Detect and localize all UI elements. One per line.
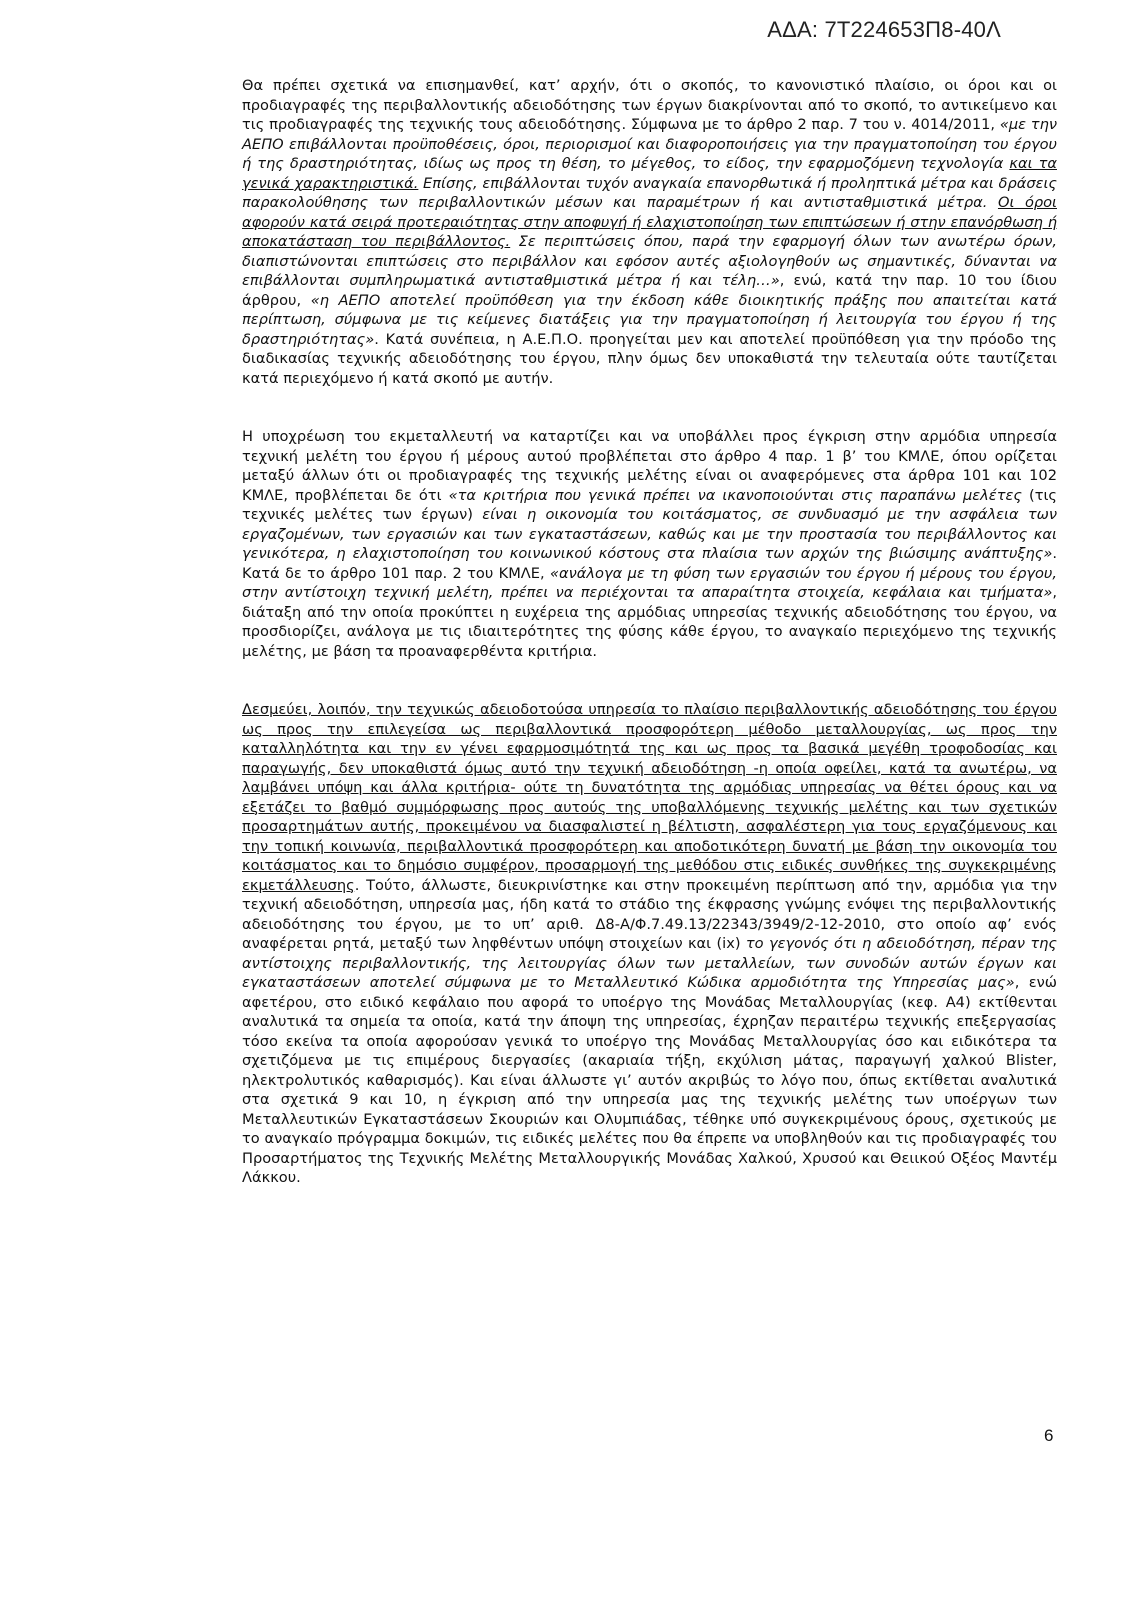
paragraph2-text-4: , διάταξη από την οποία προκύπτει η ευχέρεια της αρμόδιας υπηρεσίας τεχνικής αδειοδότησης του έργου, να προσδιορίζει, ανάλογα με τις ιδιαιτερότητες της φύσης κάθε έργου, το αναγκαίο περιεχόμενο της τεχνικής μελέτης, με βάση τα προαναφερθέντα κριτήρια.	[242, 584, 1057, 660]
paragraph2-text-3: . Κατά δε το άρθρο 101 παρ. 2 του ΚΜΛΕ,	[242, 545, 1057, 582]
paragraph1-quote-1: «με την ΑΕΠΟ επιβάλλονται προϋποθέσεις, όροι, περιορισμοί και διαφοροποιήσεις για την πραγματοποίηση του έργου ή της δραστηριότητας, ιδίως ως προς τη θέση, το μέγεθος, το είδος, την εφαρμοζόμενη τεχνολογία	[242, 116, 1057, 172]
paragraph1-quote-underlined-2: Οι όροι αφορούν κατά σειρά προτεραιότητας στην αποφυγή ή ελαχιστοποίηση των επιπτώσεων ή στην επανόρθωση ή αποκατάσταση του περιβάλλοντος.	[242, 194, 1057, 250]
paragraph2-quote-2: είναι η οικονομία του κοιτάσματος, σε συνδυασμό με την ασφάλεια των εργαζομένων, των εργασιών και των εγκαταστάσεων, καθώς και με την προστασία του περιβάλλοντος και γενικότερα, η ελαχιστοποίηση του κοινωνικού κόστους στα πλαίσια των αρχών της βιώσιμης ανάπτυξης»	[242, 506, 1057, 562]
page-number: 6	[1044, 1426, 1054, 1445]
paragraph1-quote-2: Επίσης, επιβάλλονται τυχόν αναγκαία επανορθωτικά ή προληπτικά μέτρα και δράσεις παρακολούθησης των περιβαλλοντικών μέσων και παραμέτρων ή και αντισταθμιστικά μέτρα.	[242, 174, 1057, 211]
paragraph2-quote-3: «ανάλογα με τη φύση των εργασιών του έργου ή μέρους του έργου, στην αντίστοιχη τεχνική μελέτη, πρέπει να περιέχονται τα απαραίτητα στοιχεία, κεφάλαια και τμήματα»	[242, 564, 1057, 601]
paragraph3-text-1: . Τούτο, άλλωστε, διευκρινίστηκε και στην προκειμένη περίπτωση από την, αρμόδια για την τεχνική αδειοδότηση, υπηρεσία μας, ήδη κατά το στάδιο της έκφρασης γνώμης ενόψει της περιβαλλοντικής αδειοδότησης του έργου, με το υπ’ αριθ. Δ8-Α/Φ.7.49.13/22343/3949/2-12-2010, στο οποίο αφ’ ενός αναφέρεται ρητά, μεταξύ των ληφθέντων υπόψη στοιχείων και (ix)	[242, 876, 1057, 952]
paragraph1-quote-3: Σε περιπτώσεις όπου, παρά την εφαρμογή όλων των ανωτέρω όρων, διαπιστώνονται επιπτώσεις στο περιβάλλον και εφόσον αυτές αξιολογηθούν ως σημαντικές, δύνανται να επιβάλλονται συμπληρωματικά αντισταθμιστικά μέτρα ή και τέλη…»	[242, 233, 1057, 289]
paragraph3-underlined-text: Δεσμεύει, λοιπόν, την τεχνικώς αδειοδοτούσα υπηρεσία το πλαίσιο περιβαλλοντικής αδειοδότησης του έργου ως προς την επιλεγείσα ως περιβαλλοντικά προσφορότερη μέθοδο μεταλλουργίας, ως προς την καταλληλότητα και την εν γένει εφαρμοσιμότητά της και ως προς τα βασικά μεγέθη τροφοδοσίας και παραγωγής, δεν υποκαθιστά όμως αυτό την τεχνική αδειοδότηση -η οποία οφείλει, κατά τα ανωτέρω, να λαμβάνει υπόψη και άλλα κριτήρια- ούτε τη δυνατότητα της αρμόδιας υπηρεσίας να θέτει όρους και να εξετάζει το βαθμό συμμόρφωσης προς αυτούς της υποβαλλόμενης τεχνικής μελέτης και των σχετικών προσαρτημάτων αυτής, προκειμένου να διασφαλιστεί η βέλτιστη, ασφαλέστερη για τους εργαζόμενους και την τοπική κοινωνία, περιβαλλοντικά προσφορότερη και αποδοτικότερη δυνατή με βάση την οικονομία του κοιτάσματος και το δημόσιο συμφέρον, προσαρμογή της μεθόδου στις ειδικές συνθήκες της συγκεκριμένης εκμετάλλευσης	[242, 701, 1057, 894]
paragraph-licensing-framework	[242, 700, 1057, 1188]
paragraph1-quote-underlined-1: και τα γενικά χαρακτηριστικά.	[242, 155, 1057, 192]
paragraph1-text-2: , ενώ, κατά την παρ. 10 του ίδιου άρθρου,	[242, 272, 1057, 309]
paragraph3-quote-1: το γεγονός ότι η αδειοδότηση, πέραν της αντίστοιχης περιβαλλοντικής, της λειτουργίας όλων των μεταλλείων, των συνοδών αυτών έργων και εγκαταστάσεων αποτελεί σύμφωνα με το Μεταλλευτικό Κώδικα αρμοδιότητα της Υπηρεσίας μας»	[242, 935, 1057, 991]
paragraph-technical-study-obligation	[242, 427, 1057, 661]
paragraph1-text-3: . Κατά συνέπεια, η Α.Ε.Π.Ο. προηγείται μεν και αποτελεί προϋπόθεση για την πρόοδο της διαδικασίας τεχνικής αδειοδότησης του έργου, πλην όμως δεν υποκαθιστά την τελευταία ούτε ταυτίζεται κατά περιεχόμενο ή κατά σκοπό με αυτήν.	[242, 330, 1057, 387]
paragraph2-quote-1: «τα κριτήρια που γενικά πρέπει να ικανοποιούνται στις παραπάνω μελέτες	[448, 486, 1022, 504]
paragraph1-text-1: Θα πρέπει σχετικά να επισημανθεί, κατ’ αρχήν, ότι ο σκοπός, το κανονιστικό πλαίσιο, οι όροι και οι προδιαγραφές της περιβαλλοντικής αδειοδότησης των έργων διακρίνονται από το σκοπό, το αντικείμενο και τις προδιαγραφές της τεχνικής τους αδειοδότησης. Σύμφωνα με το άρθρο 2 παρ. 7 του ν. 4014/2011,	[242, 77, 1057, 133]
document-body	[242, 76, 1057, 1188]
paragraph-spacer	[242, 388, 1057, 427]
paragraph1-quote-4: «η ΑΕΠΟ αποτελεί προϋπόθεση για την έκδοση κάθε διοικητικής πράξης που απαιτείται κατά περίπτωση, σύμφωνα με τις κείμενες διατάξεις για την πραγματοποίηση ή λειτουργία του έργου ή της δραστηριότητας»	[242, 291, 1057, 348]
paragraph3-text-2: , ενώ αφετέρου, στο ειδικό κεφάλαιο που αφορά το υποέργο της Μονάδας Μεταλλουργίας (κεφ. Α4) εκτίθενται αναλυτικά τα σημεία τα οποία, κατά την άποψη της υπηρεσίας, έχρηζαν περαιτέρω τεχνικής επεξεργασίας τόσο εκείνα τα οποία αφορούσαν γενικά το υποέργο της Μονάδας Μεταλλουργίας όσο και ειδικότερα τα σχετιζόμενα με τις επιμέρους διεργασίες (ακαριαία τήξη, εκχύλιση μάτας, παραγωγή χαλκού Blister, ηλεκτρολυτικός καθαρισμός). Και είναι άλλωστε γι’ αυτόν ακριβώς το λόγο που, όπως εκτίθεται αναλυτικά στα σχετικά 9 και 10, η έγκριση από την υπηρεσία μας της τεχνικής μελέτης των υποέργων των Μεταλλευτικών Εγκαταστάσεων Σκουριών και Ολυμπιάδας, τέθηκε υπό συγκεκριμένους όρους, σχετικούς με το αναγκαίο πρόγραμμα δοκιμών, τις ειδικές μελέτες που θα έπρεπε να υποβληθούν και τις προδιαγραφές του Προσαρτήματος της Τεχνικής Μελέτης Μεταλλουργικής Μονάδας Χαλκού, Χρυσού και Θειικού Οξέος Μαντέμ Λάκκου.	[242, 974, 1057, 1186]
paragraph2-text-1: Η υποχρέωση του εκμεταλλευτή να καταρτίζει και να υποβάλλει προς έγκριση στην αρμόδια υπηρεσία τεχνική μελέτη του έργου ή μέρους αυτού προβλέπεται στο άρθρο 4 παρ. 1 β’ του ΚΜΛΕ, όπου ορίζεται μεταξύ άλλων ότι οι προδιαγραφές της τεχνικής μελέτης είναι οι αναφερόμενες στα άρθρα 101 και 102 ΚΜΛΕ, προβλέπεται δε ότι	[242, 428, 1057, 504]
paragraph2-text-2: (τις τεχνικές μελέτες των έργων)	[242, 486, 1057, 523]
ada-identifier: ΑΔΑ: 7Τ224653Π8-40Λ	[767, 17, 1001, 42]
paragraph-spacer	[242, 661, 1057, 700]
paragraph-aepo-scope	[242, 76, 1057, 388]
